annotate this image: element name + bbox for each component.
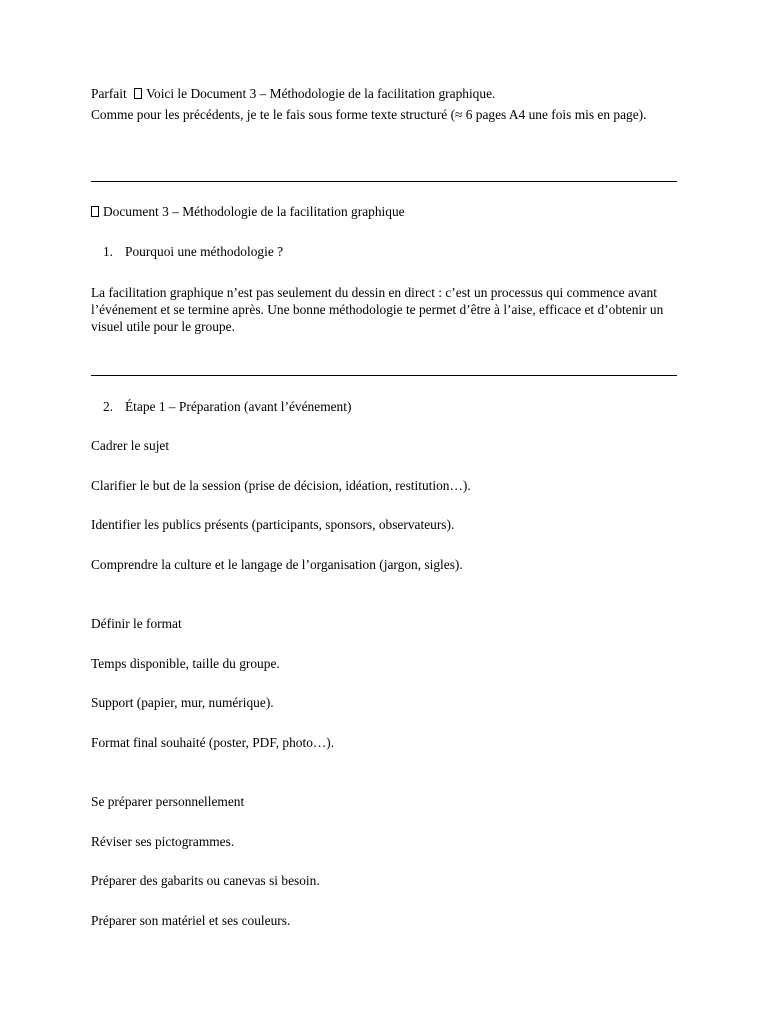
section-title: Étape 1 – Préparation (avant l’événement) — [125, 399, 352, 414]
list-item: Réviser ses pictogrammes. — [91, 834, 235, 849]
group-heading: Définir le format — [91, 616, 182, 631]
list-item: Support (papier, mur, numérique). — [91, 695, 274, 710]
document-title-text: Document 3 – Méthodologie de la facilitation graphique — [103, 204, 405, 219]
section-number: 2. — [102, 399, 113, 414]
section-heading-1 — [91, 244, 283, 260]
list-item: Temps disponible, taille du groupe. — [91, 656, 280, 671]
intro-line-2: Comme pour les précédents, je te le fais sous forme texte structuré (≈ 6 pages A4 une fois mis en page). — [91, 107, 647, 122]
intro-line-1 — [91, 86, 495, 102]
document-title — [91, 204, 405, 220]
horizontal-divider — [91, 181, 677, 182]
list-item: Comprendre la culture et le langage de l’organisation (jargon, sigles). — [91, 557, 463, 572]
list-item: Préparer des gabarits ou canevas si besoin. — [91, 873, 320, 888]
intro-text: Voici le Document 3 – Méthodologie de la facilitation graphique. — [146, 86, 496, 101]
horizontal-divider — [91, 375, 677, 376]
section-number: 1. — [102, 244, 113, 259]
group-heading: Cadrer le sujet — [91, 438, 170, 453]
section-1-paragraph: La facilitation graphique n’est pas seulement du dessin en direct : c’est un processus qui commence avant l’événement et se termine après. Une bonne méthodologie te permet d’être à l’aise, efficace et d’obtenir un visuel utile pour le groupe. — [91, 285, 664, 334]
intro-prefix: Parfait — [91, 86, 127, 101]
group-heading: Se préparer personnellement — [91, 794, 245, 809]
section-title: Pourquoi une méthodologie ? — [125, 244, 284, 259]
list-item: Préparer son matériel et ses couleurs. — [91, 913, 291, 928]
missing-glyph-icon — [134, 88, 142, 99]
section-heading-2 — [91, 399, 351, 415]
missing-glyph-icon — [91, 206, 99, 217]
list-item: Identifier les publics présents (participants, sponsors, observateurs). — [91, 517, 455, 532]
list-item: Format final souhaité (poster, PDF, photo…). — [91, 735, 335, 750]
list-item: Clarifier le but de la session (prise de décision, idéation, restitution…). — [91, 478, 471, 493]
